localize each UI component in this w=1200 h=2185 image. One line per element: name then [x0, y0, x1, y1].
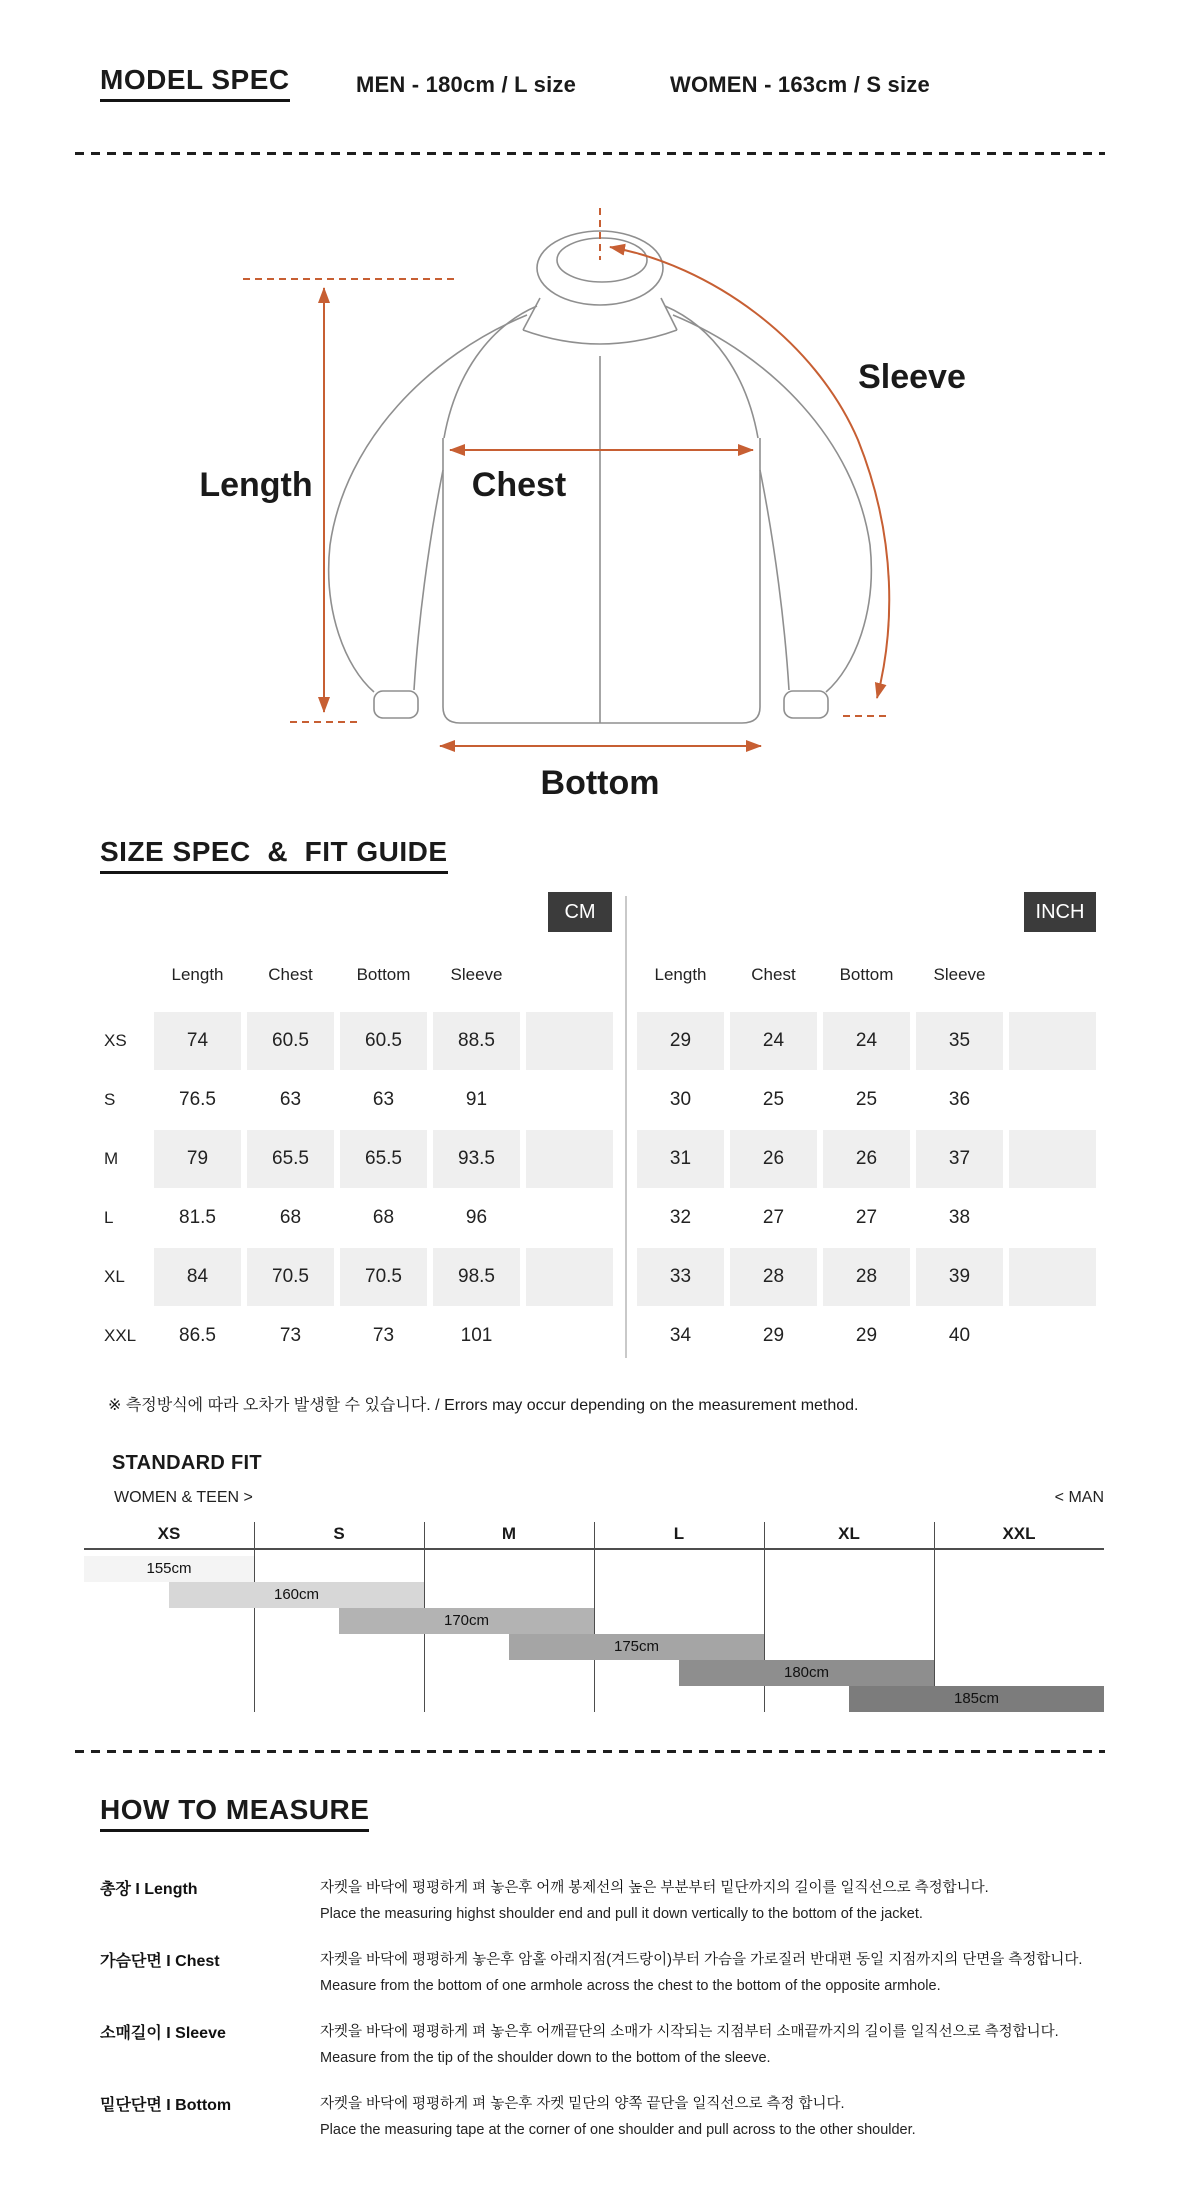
column-header-cm: Bottom	[356, 965, 411, 984]
fit-height-bar: 185cm	[849, 1686, 1104, 1712]
size-spec-heading-wrap	[100, 836, 448, 874]
measure-description-en: Measure from the tip of the shoulder down to the bottom of the sleeve.	[320, 2050, 771, 2066]
table-cell-inch: 26	[823, 1130, 910, 1188]
fit-column-label: XS	[157, 1524, 181, 1543]
table-cell-inch: 37	[916, 1130, 1003, 1188]
table-cell-inch: 31	[637, 1130, 724, 1188]
table-cell-inch	[1009, 1248, 1096, 1306]
table-cell-cm: 96	[465, 1207, 488, 1228]
column-header-cm: Chest	[268, 965, 313, 984]
table-cell-cm: 70.5	[340, 1248, 427, 1306]
size-row-label: S	[104, 1090, 116, 1109]
size-row-label: M	[104, 1149, 119, 1168]
column-header-inch: Length	[654, 965, 707, 984]
how-to-measure-heading-wrap	[100, 1794, 369, 1832]
table-cell-inch	[1009, 1071, 1096, 1129]
fit-column-label: M	[501, 1524, 517, 1543]
size-row-label: L	[104, 1208, 114, 1227]
table-cell-inch: 27	[855, 1207, 878, 1228]
standard-fit-title: STANDARD FIT	[112, 1452, 262, 1474]
table-cell-inch: 32	[669, 1207, 692, 1228]
table-cell-cm	[526, 1307, 613, 1365]
fit-grid-line	[934, 1522, 935, 1712]
measure-term: 밑단단면 I Bottom	[100, 2097, 232, 2114]
measure-description-en: Measure from the bottom of one armhole across the chest to the bottom of the opposite armhole.	[320, 1978, 941, 1994]
table-cell-inch: 30	[669, 1089, 692, 1110]
measurement-note: ※ 측정방식에 따라 오차가 발생할 수 있습니다. / Errors may occur depending on the measurement method.	[108, 1397, 859, 1414]
table-cell-inch: 25	[762, 1089, 785, 1110]
table-cell-inch	[1009, 1012, 1096, 1070]
table-cell-inch: 29	[762, 1325, 785, 1346]
table-cell-cm: 65.5	[247, 1130, 334, 1188]
table-cell-cm: 93.5	[433, 1130, 520, 1188]
measure-term: 총장 I Length	[100, 1881, 198, 1898]
table-cell-cm: 74	[154, 1012, 241, 1070]
page-title	[100, 64, 290, 102]
measure-description-en: Place the measuring highst shoulder end and pull it down vertically to the bottom of the jacket.	[320, 1906, 923, 1922]
table-cell-cm	[526, 1189, 613, 1247]
table-cell-cm: 84	[154, 1248, 241, 1306]
fit-height-bar: 160cm	[169, 1582, 424, 1608]
fit-height-bar: 170cm	[339, 1608, 594, 1634]
table-cell-cm: 101	[460, 1325, 493, 1346]
fit-column-label: L	[673, 1524, 685, 1543]
table-cell-cm	[526, 1130, 613, 1188]
chest-label: Chest	[471, 466, 567, 504]
measure-description-kr: 자켓을 바닥에 평평하게 펴 놓은후 자켓 밑단의 양쪽 끝단을 일직선으로 측정 합니다.	[320, 2096, 845, 2112]
table-cell-cm: 88.5	[433, 1012, 520, 1070]
fit-column-label: S	[333, 1524, 345, 1543]
jacket-outline	[329, 231, 872, 723]
table-cell-cm: 60.5	[340, 1012, 427, 1070]
measure-description-en: Place the measuring tape at the corner of one shoulder and pull across to the other shoulder.	[320, 2122, 916, 2138]
model-spec-men: MEN - 180cm / L size	[356, 72, 577, 97]
table-cell-cm	[526, 1248, 613, 1306]
column-header-inch: Chest	[751, 965, 796, 984]
fit-grid-line	[594, 1522, 595, 1712]
table-cell-cm: 65.5	[340, 1130, 427, 1188]
size-row-label: XL	[104, 1267, 125, 1286]
standard-fit-right-label: < MAN	[1054, 1489, 1104, 1506]
size-row-label: XS	[104, 1031, 127, 1050]
table-cell-inch: 35	[916, 1012, 1003, 1070]
table-cell-inch: 27	[762, 1207, 785, 1228]
fit-column-label: XL	[838, 1524, 860, 1543]
model-spec-title: MODEL SPEC	[100, 64, 290, 102]
size-row-label: XXL	[104, 1326, 137, 1345]
table-cell-inch	[1009, 1130, 1096, 1188]
dashed-divider-top	[75, 152, 1105, 155]
standard-fit-left-label: WOMEN & TEEN >	[114, 1489, 253, 1506]
table-cell-cm: 60.5	[247, 1012, 334, 1070]
column-header-inch: Sleeve	[933, 965, 986, 984]
measure-description-kr: 자켓을 바닥에 평평하게 펴 놓은후 어깨끝단의 소매가 시작되는 지점부터 소매끝까지의 길이를 일직선으로 측정합니다.	[320, 2024, 1059, 2040]
table-cell-inch: 29	[855, 1325, 878, 1346]
column-header-inch: Bottom	[839, 965, 894, 984]
table-cell-inch: 36	[948, 1089, 971, 1110]
fit-height-bar: 180cm	[679, 1660, 934, 1686]
table-cell-inch	[1009, 1189, 1096, 1247]
inch-badge: INCH	[1024, 892, 1096, 932]
table-cell-inch: 29	[637, 1012, 724, 1070]
fit-height-bar: 175cm	[509, 1634, 764, 1660]
table-cell-inch	[1009, 1307, 1096, 1365]
table-cell-cm: 63	[279, 1089, 302, 1110]
table-cell-cm: 73	[372, 1325, 395, 1346]
table-cell-inch: 39	[916, 1248, 1003, 1306]
table-cell-cm: 91	[465, 1089, 488, 1110]
model-spec-women: WOMEN - 163cm / S size	[670, 72, 930, 97]
table-cell-inch: 33	[637, 1248, 724, 1306]
measure-description-kr: 자켓을 바닥에 평평하게 펴 놓은후 어깨 봉제선의 높은 부분부터 밑단까지의 길이를 일직선으로 측정합니다.	[320, 1880, 989, 1896]
table-cell-cm: 70.5	[247, 1248, 334, 1306]
table-cell-cm: 68	[279, 1207, 302, 1228]
table-cell-inch: 25	[855, 1089, 878, 1110]
table-cell-inch: 26	[730, 1130, 817, 1188]
size-spec-heading: SIZE SPEC & FIT GUIDE	[100, 836, 448, 874]
fit-column-label: XXL	[1002, 1524, 1036, 1543]
length-label: Length	[199, 466, 313, 504]
jacket-measurement-diagram	[0, 180, 1200, 825]
table-cell-cm: 79	[154, 1130, 241, 1188]
measure-term: 소매길이 I Sleeve	[100, 2025, 226, 2042]
table-divider	[625, 896, 627, 1358]
how-to-measure-heading: HOW TO MEASURE	[100, 1794, 369, 1832]
table-cell-inch: 24	[730, 1012, 817, 1070]
fit-height-bar: 155cm	[84, 1556, 254, 1582]
table-cell-inch: 28	[730, 1248, 817, 1306]
measurement-annotations	[243, 208, 890, 746]
dashed-divider-bottom	[75, 1750, 1105, 1753]
sleeve-label: Sleeve	[858, 358, 966, 396]
fit-grid-line	[254, 1522, 255, 1712]
table-cell-cm: 86.5	[179, 1325, 216, 1346]
measure-description-kr: 자켓을 바닥에 평평하게 놓은후 암홀 아래지점(겨드랑이)부터 가슴을 가로질러 반대편 동일 지점까지의 단면을 측정합니다.	[320, 1952, 1083, 1968]
table-cell-cm	[526, 1071, 613, 1129]
table-cell-cm: 81.5	[179, 1207, 216, 1228]
measure-term: 가슴단면 I Chest	[100, 1953, 220, 1970]
cm-badge: CM	[548, 892, 612, 932]
table-cell-cm: 76.5	[179, 1089, 216, 1110]
table-cell-cm: 73	[279, 1325, 302, 1346]
table-cell-cm: 68	[372, 1207, 395, 1228]
table-cell-inch: 38	[948, 1207, 971, 1228]
bottom-label: Bottom	[540, 764, 660, 802]
column-header-cm: Sleeve	[450, 965, 503, 984]
table-cell-cm	[526, 1012, 613, 1070]
table-cell-cm: 98.5	[433, 1248, 520, 1306]
column-header-cm: Length	[171, 965, 224, 984]
table-cell-inch: 34	[669, 1325, 692, 1346]
table-cell-inch: 28	[823, 1248, 910, 1306]
table-cell-cm: 63	[372, 1089, 395, 1110]
table-cell-inch: 40	[948, 1325, 971, 1346]
table-cell-inch: 24	[823, 1012, 910, 1070]
